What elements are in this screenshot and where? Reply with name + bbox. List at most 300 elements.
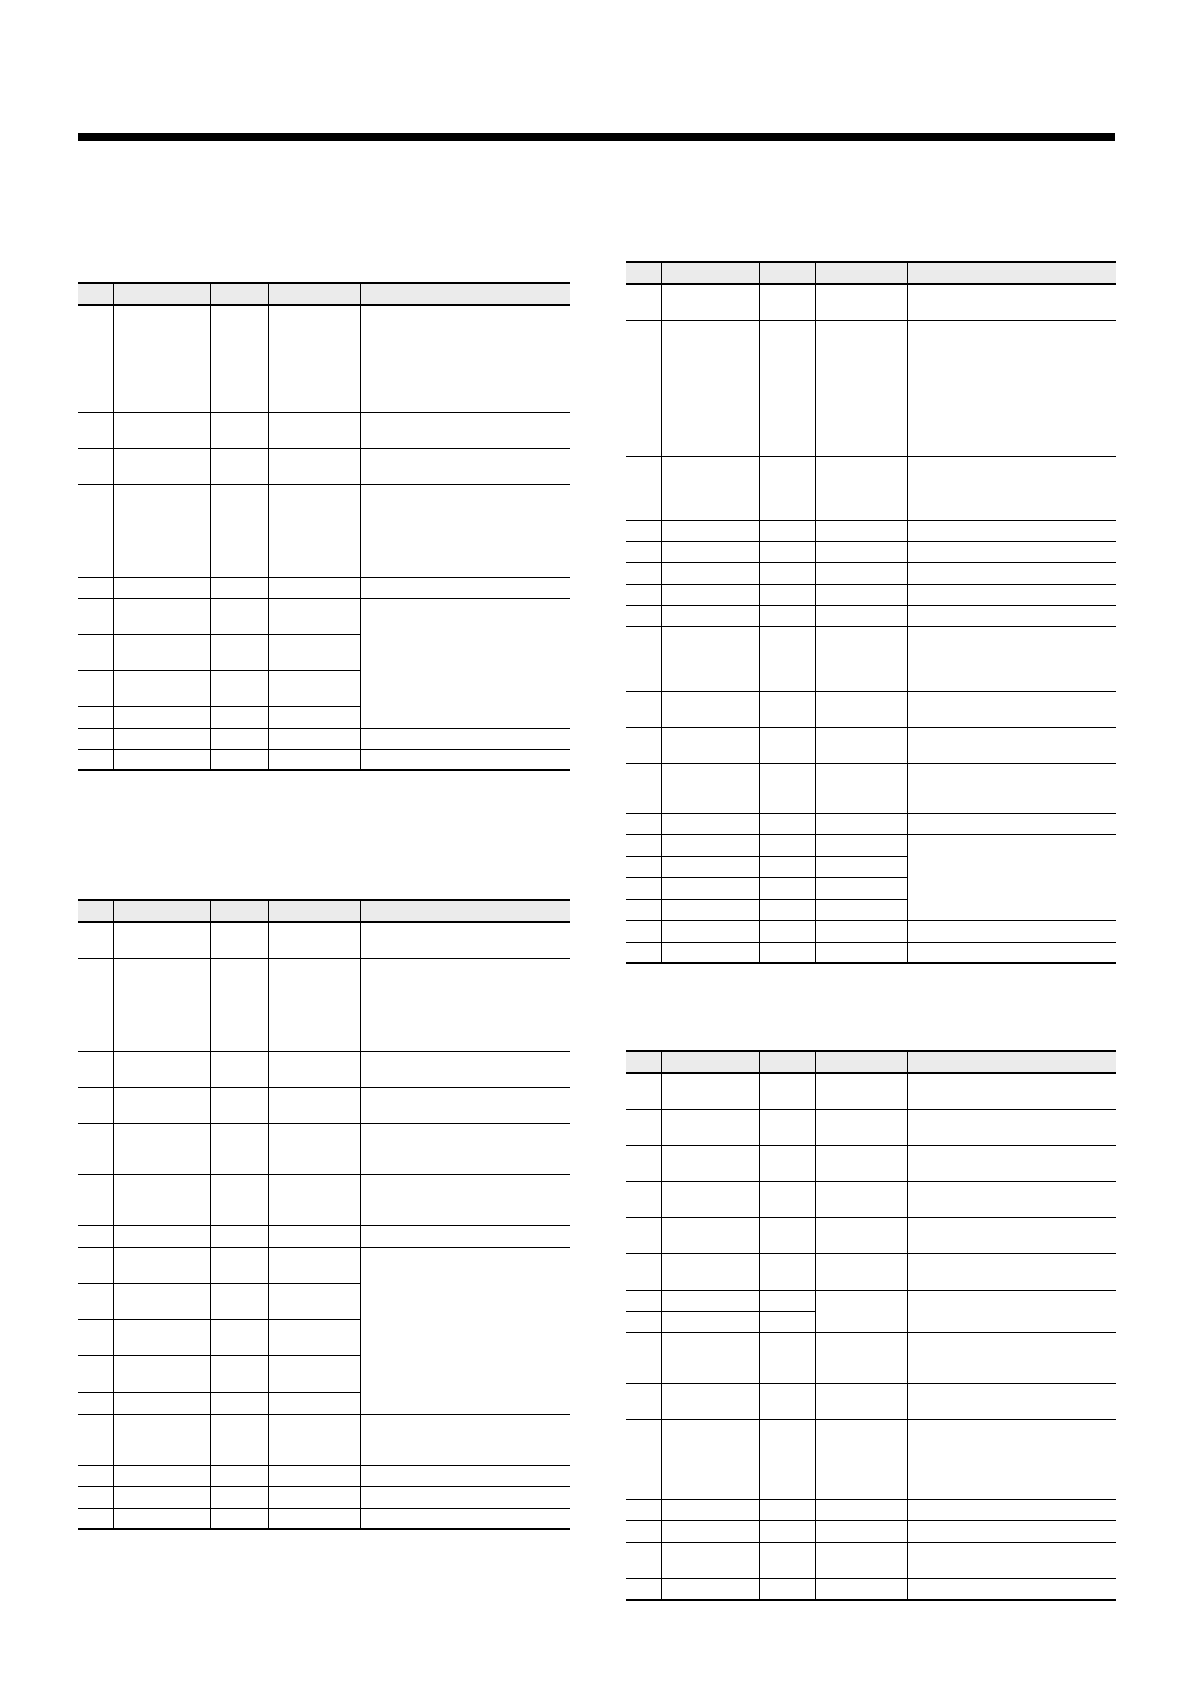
table-cell (210, 1355, 268, 1392)
table-cell (759, 1332, 815, 1383)
table-row (626, 1419, 1116, 1499)
table-cell (113, 448, 210, 484)
table-row (626, 584, 1116, 605)
table-cell (815, 320, 907, 456)
table-cell (268, 1123, 360, 1174)
table-body (626, 1073, 1116, 1600)
table-header-row (626, 1051, 1116, 1073)
table-cell (661, 763, 759, 813)
table-cell (815, 1290, 907, 1332)
table-cell (661, 1542, 759, 1578)
table-cell (907, 1290, 1116, 1332)
column-header (815, 262, 907, 284)
table-cell (113, 1319, 210, 1355)
table-cell (661, 1499, 759, 1520)
table-row (78, 577, 570, 598)
table-row (78, 1247, 570, 1283)
table-cell (815, 691, 907, 727)
table-row (626, 1073, 1116, 1109)
table-row (626, 763, 1116, 813)
table-row (626, 1253, 1116, 1290)
table-cell (113, 1087, 210, 1123)
table-cell (626, 1419, 661, 1499)
table-cell (815, 856, 907, 877)
table-cell (759, 942, 815, 963)
table-cell (360, 728, 570, 749)
table-cell (815, 520, 907, 541)
table-cell (907, 1542, 1116, 1578)
table-cell (626, 1332, 661, 1383)
table-cell (661, 1520, 759, 1542)
table-cell (759, 856, 815, 877)
table-header-row (626, 262, 1116, 284)
table-cell (268, 448, 360, 484)
table-cell (759, 727, 815, 763)
table-cell (661, 942, 759, 963)
table-cell (759, 1578, 815, 1600)
table-cell (759, 284, 815, 320)
table-cell (78, 1087, 113, 1123)
table-cell (268, 670, 360, 706)
column-header (360, 283, 570, 305)
table-cell (661, 1578, 759, 1600)
table-cell (907, 320, 1116, 456)
table-cell (360, 958, 570, 1051)
table-cell (210, 1392, 268, 1414)
table-row (626, 1383, 1116, 1419)
table-cell (210, 1123, 268, 1174)
table-cell (78, 577, 113, 598)
column-header (626, 1051, 661, 1073)
table-cell (907, 727, 1116, 763)
table-cell (210, 1247, 268, 1283)
table-cell (626, 605, 661, 626)
table-cell (113, 922, 210, 958)
table-cell (268, 577, 360, 598)
table-cell (759, 1383, 815, 1419)
table-cell (661, 691, 759, 727)
table-cell (210, 484, 268, 577)
table-cell (907, 1145, 1116, 1181)
table-cell (268, 412, 360, 448)
table-cell (907, 520, 1116, 541)
table-cell (626, 1499, 661, 1520)
table-cell (626, 877, 661, 899)
table-cell (907, 1578, 1116, 1600)
table-cell (661, 1383, 759, 1419)
table-header-row (78, 283, 570, 305)
table-cell (78, 1283, 113, 1319)
table-cell (360, 448, 570, 484)
table-row (626, 942, 1116, 963)
table-cell (907, 942, 1116, 963)
table-row (626, 541, 1116, 562)
table-cell (907, 834, 1116, 920)
column-header (907, 1051, 1116, 1073)
table-row (626, 320, 1116, 456)
table-cell (759, 1145, 815, 1181)
table-cell (360, 1465, 570, 1486)
table-row (78, 1486, 570, 1508)
table-cell (759, 877, 815, 899)
table-cell (113, 749, 210, 770)
table-cell (907, 1499, 1116, 1520)
table-cell (626, 1181, 661, 1217)
table-row (626, 284, 1116, 320)
column-header (907, 262, 1116, 284)
table-cell (759, 920, 815, 942)
table-cell (360, 1508, 570, 1529)
table-cell (113, 1174, 210, 1225)
table-cell (268, 706, 360, 728)
table-cell (815, 626, 907, 691)
table-cell (907, 584, 1116, 605)
table-row (78, 1225, 570, 1247)
table-cell (759, 1073, 815, 1109)
table-row (78, 749, 570, 770)
table-cell (78, 922, 113, 958)
table-cell (759, 456, 815, 520)
table-cell (661, 320, 759, 456)
column-header (78, 283, 113, 305)
table-cell (626, 520, 661, 541)
table-cell (113, 1283, 210, 1319)
table-row (626, 920, 1116, 942)
table-cell (661, 899, 759, 920)
table-cell (78, 634, 113, 670)
table-cell (210, 577, 268, 598)
table-cell (360, 749, 570, 770)
table-cell (626, 763, 661, 813)
table-cell (661, 1181, 759, 1217)
table-cell (78, 1465, 113, 1486)
table-cell (210, 1508, 268, 1529)
table-cell (815, 605, 907, 626)
table-cell (268, 1319, 360, 1355)
table-row (626, 1520, 1116, 1542)
column-header (268, 900, 360, 922)
table-cell (360, 1087, 570, 1123)
table-cell (113, 958, 210, 1051)
table-row (626, 813, 1116, 834)
table-cell (815, 942, 907, 963)
table-cell (815, 1217, 907, 1253)
table-cell (210, 1414, 268, 1465)
table-cell (626, 1520, 661, 1542)
table-cell (626, 1217, 661, 1253)
table-cell (210, 1087, 268, 1123)
top-rule (78, 133, 1115, 141)
table-cell (626, 584, 661, 605)
table-cell (661, 562, 759, 584)
table-row (78, 728, 570, 749)
table-cell (113, 1508, 210, 1529)
table-cell (113, 670, 210, 706)
table-cell (661, 1253, 759, 1290)
table-cell (268, 1508, 360, 1529)
table-cell (360, 1225, 570, 1247)
table-cell (78, 1247, 113, 1283)
table-cell (78, 728, 113, 749)
table-cell (661, 1145, 759, 1181)
column-header (268, 283, 360, 305)
table-cell (360, 1414, 570, 1465)
table-cell (661, 605, 759, 626)
table-body (626, 284, 1116, 963)
table-cell (815, 1542, 907, 1578)
table-cell (759, 1542, 815, 1578)
table-cell (759, 834, 815, 856)
table-cell (626, 562, 661, 584)
table-cell (759, 605, 815, 626)
table-row (78, 1508, 570, 1529)
table-cell (815, 899, 907, 920)
table-cell (113, 577, 210, 598)
table-cell (210, 728, 268, 749)
table-cell (78, 958, 113, 1051)
table-cell (815, 1073, 907, 1109)
table-cell (268, 1283, 360, 1319)
table-cell (210, 958, 268, 1051)
table-cell (626, 691, 661, 727)
table-cell (210, 1486, 268, 1508)
table-cell (907, 1383, 1116, 1419)
table-cell (626, 899, 661, 920)
table-cell (113, 1355, 210, 1392)
table-cell (815, 541, 907, 562)
table-cell (210, 1051, 268, 1087)
table-row (626, 1290, 1116, 1311)
table-cell (661, 920, 759, 942)
table-cell (907, 691, 1116, 727)
table-cell (113, 1123, 210, 1174)
table-right-top (626, 261, 1116, 964)
table-cell (759, 691, 815, 727)
table-row (626, 834, 1116, 856)
table-cell (626, 813, 661, 834)
table-cell (815, 763, 907, 813)
table-cell (268, 1392, 360, 1414)
table-cell (626, 320, 661, 456)
table-cell (815, 813, 907, 834)
table-cell (360, 577, 570, 598)
table-row (626, 1332, 1116, 1383)
table-cell (661, 1419, 759, 1499)
table-left-top (78, 282, 570, 771)
table-cell (268, 728, 360, 749)
table-cell (268, 1465, 360, 1486)
column-header (78, 900, 113, 922)
table-cell (759, 541, 815, 562)
table-row (78, 922, 570, 958)
table-cell (113, 412, 210, 448)
table-cell (815, 1419, 907, 1499)
table-row (78, 1087, 570, 1123)
table-row (626, 1578, 1116, 1600)
table-cell (759, 899, 815, 920)
column-header (759, 262, 815, 284)
table-cell (626, 456, 661, 520)
table-cell (815, 284, 907, 320)
table-cell (626, 856, 661, 877)
table-cell (759, 1311, 815, 1332)
table-cell (661, 834, 759, 856)
table-cell (210, 670, 268, 706)
table-row (78, 448, 570, 484)
table-cell (78, 484, 113, 577)
table-cell (626, 541, 661, 562)
table-cell (78, 1051, 113, 1087)
table-cell (907, 562, 1116, 584)
table-cell (907, 1109, 1116, 1145)
column-header (661, 1051, 759, 1073)
table-cell (907, 1419, 1116, 1499)
table-cell (78, 1486, 113, 1508)
table-cell (759, 813, 815, 834)
table-cell (268, 1087, 360, 1123)
table-cell (78, 1414, 113, 1465)
table-row (626, 1217, 1116, 1253)
table-cell (268, 1486, 360, 1508)
table-cell (113, 1414, 210, 1465)
table-cell (815, 1253, 907, 1290)
table-cell (759, 1520, 815, 1542)
table-row (78, 1174, 570, 1225)
table-cell (78, 1355, 113, 1392)
table-cell (661, 584, 759, 605)
table-cell (907, 920, 1116, 942)
table-cell (268, 1355, 360, 1392)
table-cell (815, 456, 907, 520)
table-cell (78, 1225, 113, 1247)
table-cell (360, 1174, 570, 1225)
table-cell (268, 958, 360, 1051)
table-cell (268, 598, 360, 634)
table-cell (78, 305, 113, 412)
table-cell (268, 634, 360, 670)
column-header (759, 1051, 815, 1073)
column-header (626, 262, 661, 284)
table-cell (210, 305, 268, 412)
table-row (78, 1414, 570, 1465)
table-cell (360, 484, 570, 577)
table-cell (78, 670, 113, 706)
table-cell (661, 626, 759, 691)
table-cell (661, 727, 759, 763)
column-header (210, 283, 268, 305)
table-cell (759, 1290, 815, 1311)
table-row (78, 598, 570, 634)
table-row (78, 305, 570, 412)
table-cell (113, 1225, 210, 1247)
table-cell (268, 1051, 360, 1087)
table-cell (661, 1217, 759, 1253)
table-cell (815, 1145, 907, 1181)
table-row (626, 1145, 1116, 1181)
table-row (626, 626, 1116, 691)
table-cell (759, 1253, 815, 1290)
table-cell (626, 626, 661, 691)
table-cell (661, 877, 759, 899)
table-cell (626, 1253, 661, 1290)
table-cell (360, 412, 570, 448)
table-cell (626, 834, 661, 856)
table-cell (907, 813, 1116, 834)
table-cell (113, 706, 210, 728)
table-cell (907, 1073, 1116, 1109)
table-cell (113, 728, 210, 749)
table-cell (626, 1578, 661, 1600)
table-cell (815, 584, 907, 605)
table-cell (78, 1319, 113, 1355)
table-body (78, 305, 570, 770)
table-cell (759, 584, 815, 605)
table-cell (907, 284, 1116, 320)
table-cell (210, 634, 268, 670)
table-cell (907, 541, 1116, 562)
table-cell (815, 877, 907, 899)
table-cell (78, 412, 113, 448)
table-cell (815, 562, 907, 584)
table-cell (815, 1332, 907, 1383)
table-cell (210, 1465, 268, 1486)
table-cell (113, 1051, 210, 1087)
table-cell (626, 727, 661, 763)
table-row (626, 562, 1116, 584)
table-cell (907, 605, 1116, 626)
table-cell (268, 749, 360, 770)
table-cell (626, 1542, 661, 1578)
table-cell (268, 1225, 360, 1247)
table-cell (907, 1181, 1116, 1217)
table-cell (661, 1332, 759, 1383)
table-cell (78, 1508, 113, 1529)
table-cell (661, 856, 759, 877)
table-cell (759, 1419, 815, 1499)
table-cell (360, 598, 570, 728)
table-cell (113, 1247, 210, 1283)
table-cell (113, 634, 210, 670)
table-cell (113, 1465, 210, 1486)
column-header (661, 262, 759, 284)
column-header (113, 283, 210, 305)
table-cell (360, 1247, 570, 1414)
table-row (626, 1499, 1116, 1520)
table-cell (907, 763, 1116, 813)
table-row (626, 1181, 1116, 1217)
table-row (78, 412, 570, 448)
table-cell (661, 1311, 759, 1332)
table-row (78, 1465, 570, 1486)
table-cell (210, 1283, 268, 1319)
table-cell (759, 1217, 815, 1253)
table-cell (907, 456, 1116, 520)
table-row (626, 691, 1116, 727)
table-cell (907, 1217, 1116, 1253)
table-cell (907, 626, 1116, 691)
table-cell (78, 749, 113, 770)
table-cell (210, 922, 268, 958)
table-cell (815, 920, 907, 942)
table-row (626, 456, 1116, 520)
table-cell (268, 305, 360, 412)
table-cell (661, 1290, 759, 1311)
table-cell (210, 706, 268, 728)
table-cell (907, 1253, 1116, 1290)
column-header (113, 900, 210, 922)
table-cell (360, 305, 570, 412)
table-cell (268, 1247, 360, 1283)
